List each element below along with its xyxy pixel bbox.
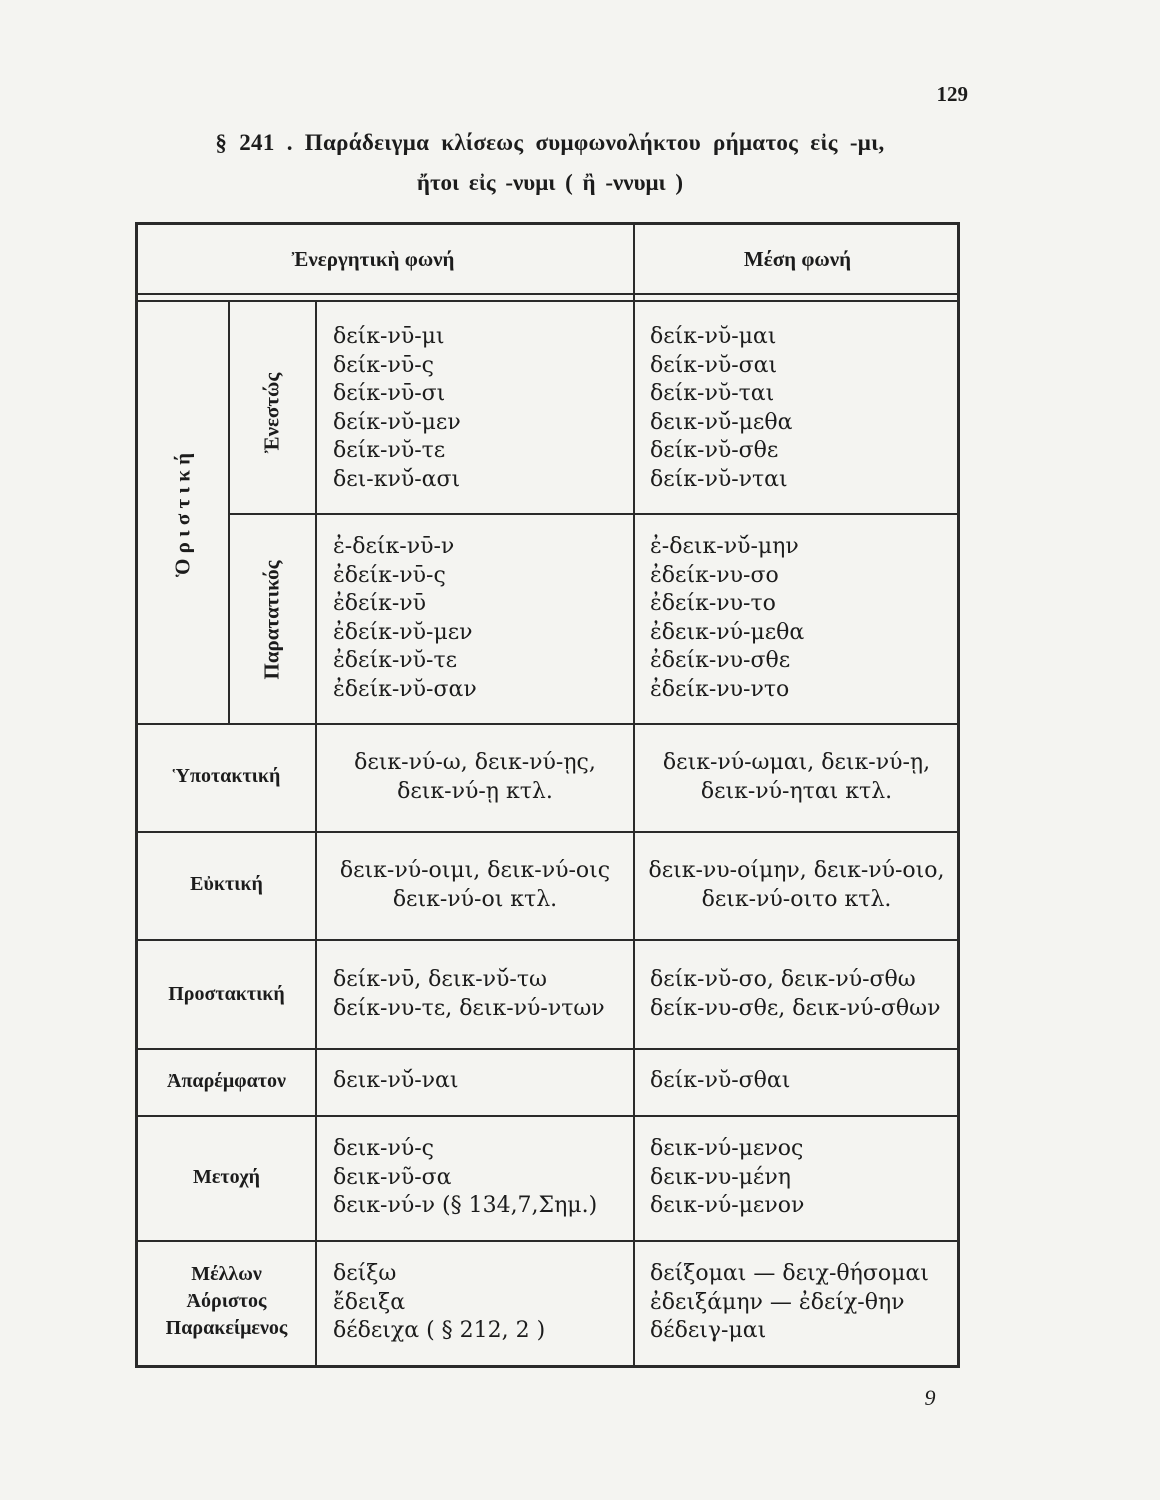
form: δείκ-νῠ-σαι	[650, 352, 778, 378]
row-rule	[138, 723, 957, 725]
form: ἐδείκ-νυ-το	[650, 591, 776, 616]
imperfect-active-forms	[333, 533, 477, 704]
form: δείκ-νῠ-σο, δεικ-νύ-σθω	[650, 967, 916, 992]
form: δέδειχα ( § 212, 2 )	[333, 1318, 546, 1343]
other-tenses-middle-forms	[650, 1260, 929, 1346]
form: δείκ-νυ-τε, δεικ-νύ-ντων	[333, 995, 605, 1021]
form: δεικ-νυ-μένη	[650, 1164, 791, 1190]
form: δεικ-νῦ-σα	[333, 1164, 452, 1190]
form: δεικ-νύ-μενος	[650, 1136, 804, 1161]
form: ἔδειξα	[333, 1289, 406, 1315]
form: ἐδεικ-νύ-μεθα	[650, 619, 805, 645]
optative-middle-forms	[636, 857, 957, 914]
row-rule	[138, 831, 957, 833]
form: δεικ-νύ-οιτο κτλ.	[701, 886, 892, 912]
middle-voice-header: Μέση φωνή	[743, 247, 852, 271]
form: ἐδειξάμην — ἐδείχ-θην	[650, 1289, 905, 1315]
column-rule	[228, 302, 230, 723]
form: δείκ-νῠ-ται	[650, 381, 775, 406]
form: ἐδείκ-νυ-σθε	[650, 648, 791, 673]
subjunctive-active-forms	[318, 749, 632, 806]
form: δεικ-νύ-ῃ κτλ.	[397, 778, 553, 804]
form: ἐδείκ-νυ-σο	[650, 562, 779, 588]
form: δείκ-νῠ-τε	[333, 438, 446, 463]
imperative-label: Προστακτική	[168, 983, 285, 1005]
participle-label: Μετοχή	[193, 1166, 260, 1188]
participle-middle-forms	[650, 1135, 804, 1221]
present-middle-forms	[650, 323, 792, 494]
form: ἐ-δείκ-νῡ-ν	[333, 534, 455, 559]
other-tenses-labels	[138, 1261, 315, 1342]
conjugation-table	[135, 222, 960, 1368]
row-rule	[138, 1240, 957, 1242]
form: δεικ-νῠ́-μεθα	[650, 409, 793, 435]
subjunctive-middle-forms	[636, 749, 957, 806]
column-rule	[315, 302, 317, 1365]
form: δεικ-νύ-ωμαι, δεικ-νύ-ῃ,	[662, 750, 931, 775]
form: δεικ-νύ-ω, δεικ-νύ-ῃς,	[354, 750, 596, 775]
imperative-middle-forms	[650, 966, 941, 1023]
indicative-label: Ὁ ρ ι σ τ ι κ ή	[170, 452, 195, 578]
row-rule	[138, 1048, 957, 1050]
perfect-label: Παρακείμενος	[165, 1317, 288, 1339]
signature-mark: 9	[924, 1385, 936, 1410]
aorist-label: Ἀόριστος	[186, 1290, 267, 1312]
form: δείκ-νῠ-σθε	[650, 438, 779, 463]
imperfect-label: Παρατατικός	[259, 560, 284, 680]
form: δεικ-νύ-οι κτλ.	[392, 886, 558, 912]
form: δείξω	[333, 1261, 397, 1286]
form: δεικ-νύ-ν (§ 134,7,Σημ.)	[333, 1193, 598, 1218]
optative-label: Εὐκτική	[190, 873, 263, 895]
header-double-rule	[138, 300, 957, 302]
form: ἐδείκ-νῠ-τε	[333, 648, 458, 673]
present-active-forms	[333, 323, 461, 494]
form: δείκ-νῡ-σι	[333, 381, 446, 406]
infinitive-active-form: δεικ-νῠ́-ναι	[333, 1068, 459, 1093]
form: ἐδείκ-νῠ-σαν	[333, 676, 477, 702]
infinitive-label: Ἀπαρέμφατον	[167, 1070, 286, 1092]
form: δει-κνῠ́-ασι	[333, 466, 461, 492]
page-number: 129	[936, 82, 968, 106]
active-voice-header: Ἐνεργητικὴ φωνή	[291, 247, 455, 271]
present-imperfect-rule	[228, 513, 957, 515]
row-rule	[138, 1115, 957, 1117]
optative-active-forms	[318, 857, 632, 914]
form: δείκ-νῡ-μι	[333, 324, 445, 349]
form: ἐ-δεικ-νῠ́-μην	[650, 534, 799, 559]
row-rule	[138, 939, 957, 941]
section-title: § 241 . Παράδειγμα κλίσεως συμφωνολήκτου ρήματος εἰς -μι,	[215, 130, 885, 155]
other-tenses-active-forms	[333, 1260, 545, 1346]
participle-active-forms	[333, 1135, 597, 1221]
form: δείκ-νῠ-μεν	[333, 409, 461, 435]
header-rule	[138, 293, 957, 295]
form: ἐδείκ-νυ-ντο	[650, 676, 790, 702]
form: δεικ-νύ-ηται κτλ.	[700, 778, 893, 804]
form: ἐδείκ-νῠ-μεν	[333, 619, 473, 645]
form: δέδειγ-μαι	[650, 1318, 767, 1343]
form: δείκ-νῠ-μαι	[650, 324, 777, 349]
form: δείκ-νῠ-νται	[650, 466, 788, 492]
form: δείκ-νῡ-ς	[333, 352, 434, 378]
form: δεικ-νύ-ς	[333, 1136, 434, 1161]
present-label: Ἐνεστώς	[259, 372, 284, 454]
imperative-active-forms	[333, 966, 605, 1023]
form: δεικ-νυ-οίμην, δεικ-νύ-οιο,	[648, 858, 945, 883]
form: ἐδείκ-νῡ-ς	[333, 562, 446, 588]
form: δεικ-νύ-μενον	[650, 1193, 805, 1218]
form: δεικ-νύ-οιμι, δεικ-νύ-οις	[339, 858, 611, 883]
imperfect-middle-forms	[650, 533, 804, 704]
future-label: Μέλλων	[191, 1263, 262, 1285]
infinitive-middle-form: δείκ-νῠ-σθαι	[650, 1068, 791, 1093]
subjunctive-label: Ὑποτακτική	[172, 765, 281, 787]
form: ἐδείκ-νῡ	[333, 591, 427, 616]
section-subtitle: ἤτοι εἰς -νυμι ( ἢ -ννυμι )	[416, 170, 684, 195]
column-rule	[633, 225, 635, 1365]
form: δείξομαι — δειχ-θήσομαι	[650, 1261, 929, 1286]
form: δείκ-νῡ, δεικ-νῠ́-τω	[333, 967, 547, 992]
form: δείκ-νυ-σθε, δεικ-νύ-σθων	[650, 995, 941, 1021]
